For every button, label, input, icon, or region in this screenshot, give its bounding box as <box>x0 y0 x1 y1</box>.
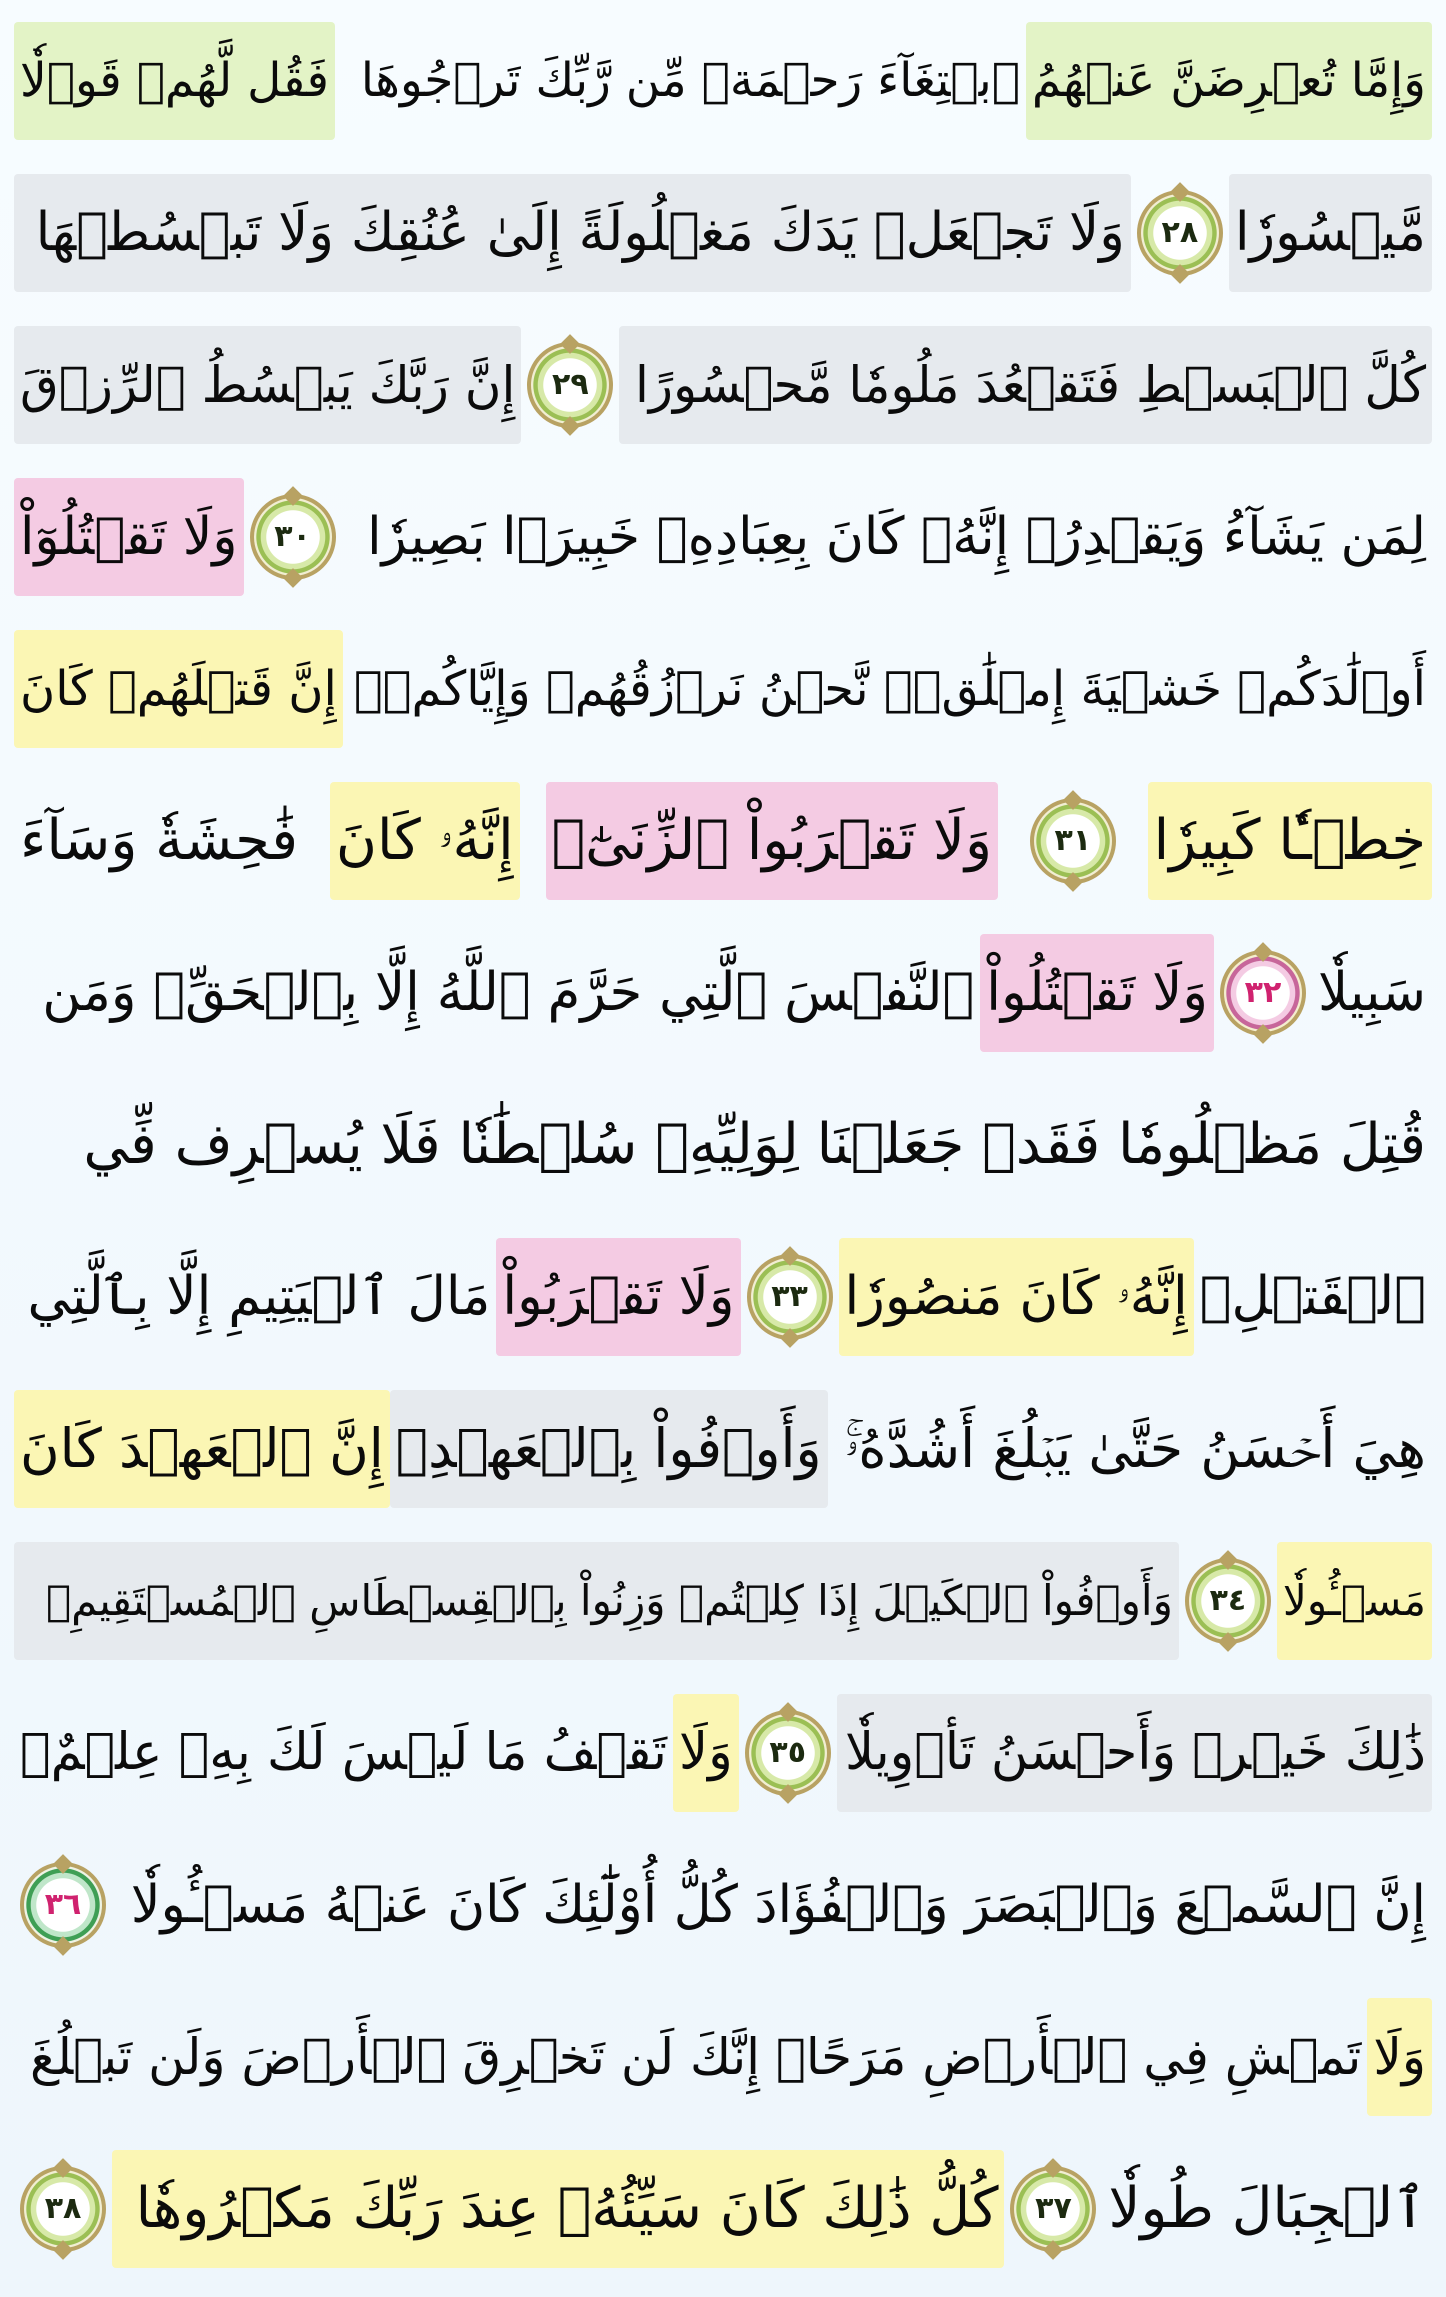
verse-line <box>14 1828 1432 1981</box>
verse-text-segment: إِنَّ رَبَّكَ يَبۡسُطُ ٱلرِّزۡقَ <box>14 326 521 444</box>
verse-text-segment: تَقۡفُ مَا لَيۡسَ لَكَ بِهِۦ عِلۡمٌۚ <box>20 1722 667 1782</box>
ayah-number: ٢٩ <box>552 367 589 402</box>
verse-text-segment: ٱلۡجِبَالَ طُولٗا <box>1108 2175 1426 2241</box>
verse-line <box>14 916 1432 1069</box>
verse-line <box>14 1220 1432 1373</box>
verse-text-segment: خِطۡـٔٗا كَبِيرٗا <box>1148 782 1432 900</box>
verse-text-segment: وَأَوۡفُواْ ٱلۡكَيۡلَ إِذَا كِلۡتُمۡ وَزِنُواْ بِٱلۡقِسۡطَاسِ ٱلۡمُسۡتَقِيمِۚ <box>14 1542 1179 1660</box>
verse-text-segment: مَسۡـُٔولٗا <box>1277 1542 1432 1660</box>
verse-text-segment: إِنَّهُۥ كَانَ مَنصُورٗا <box>839 1238 1194 1356</box>
ayah-number-marker[interactable] <box>1220 950 1306 1036</box>
verse-line <box>14 764 1432 917</box>
ayah-number-marker[interactable] <box>1185 1558 1271 1644</box>
verse-line <box>14 1676 1432 1829</box>
verse-line <box>14 460 1432 613</box>
verse-line <box>14 612 1432 765</box>
verse-text-segment: هِيَ أَحۡسَنُ حَتَّىٰ يَبۡلُغَ أَشُدَّهُۥۚ <box>844 1416 1426 1480</box>
verse-text-segment: وَلَا <box>1367 1998 1432 2116</box>
verse-text-segment: ٱلۡقَتۡلِۖ <box>1199 1265 1426 1327</box>
ayah-number: ٣٤ <box>1209 1583 1247 1618</box>
ayah-number-marker[interactable] <box>1030 798 1116 884</box>
ayah-number: ٣٧ <box>1035 2191 1072 2226</box>
verse-text-segment: إِنَّ قَتۡلَهُمۡ كَانَ <box>14 630 343 748</box>
ayah-number-marker[interactable] <box>20 2166 106 2252</box>
verse-text-segment: وَلَا تَجۡعَلۡ يَدَكَ مَغۡلُولَةً إِلَىٰ عُنُقِكَ وَلَا تَبۡسُطۡهَا <box>14 174 1131 292</box>
ayah-number: ٣٣ <box>771 1279 808 1314</box>
verse-text-segment: كُلَّ ٱلۡبَسۡطِ فَتَقۡعُدَ مَلُومٗا مَّحۡسُورًا <box>619 326 1432 444</box>
verse-text-segment: إِنَّهُۥ كَانَ <box>330 782 520 900</box>
ayah-number-marker[interactable] <box>1010 2166 1096 2252</box>
verse-text-segment: ذَٰلِكَ خَيۡرٞ وَأَحۡسَنُ تَأۡوِيلٗا <box>837 1694 1432 1812</box>
verse-text-segment: مَالَ ٱلۡيَتِيمِ إِلَّا بِٱلَّتِي <box>27 1265 491 1327</box>
verse-text-segment: فَٰحِشَةٗ وَسَآءَ <box>20 807 299 873</box>
verse-text-segment: إِنَّ ٱلۡعَهۡدَ كَانَ <box>14 1390 390 1508</box>
verse-text-segment: ٱبۡتِغَآءَ رَحۡمَةٖ مِّن رَّبِّكَ تَرۡجُوهَا <box>360 52 1020 108</box>
ayah-number: ٣٢ <box>1244 975 1282 1010</box>
verse-line <box>14 308 1432 461</box>
ayah-number: ٣٥ <box>769 1735 807 1770</box>
verse-text-segment: مَّيۡسُورٗا <box>1229 174 1432 292</box>
verse-line <box>14 4 1432 157</box>
verse-text-segment: قُتِلَ مَظۡلُومٗا فَقَدۡ جَعَلۡنَا لِوَلِيِّهِۦ سُلۡطَٰنٗا فَلَا يُسۡرِف فِّي <box>83 1111 1426 1177</box>
verse-text-segment: تَمۡشِ فِي ٱلۡأَرۡضِ مَرَحًاۖ إِنَّكَ لَن تَخۡرِقَ ٱلۡأَرۡضَ وَلَن تَبۡلُغَ <box>30 2027 1362 2086</box>
verse-text-segment: وَلَا تَقۡتُلُواْ <box>980 934 1214 1052</box>
verse-text-segment: سَبِيلٗا <box>1317 961 1426 1023</box>
verse-text-segment: لِمَن يَشَآءُ وَيَقۡدِرُۚ إِنَّهُۥ كَانَ بِعِبَادِهِۦ خَبِيرَۢا بَصِيرٗا <box>367 506 1426 567</box>
ayah-number-marker[interactable] <box>745 1710 831 1796</box>
ayah-number-marker[interactable] <box>747 1254 833 1340</box>
verse-text-segment: وَلَا تَقۡرَبُواْ <box>496 1238 740 1356</box>
ayah-number: ٣١ <box>1054 823 1092 858</box>
verse-text-segment: وَلَا <box>673 1694 739 1812</box>
ayah-number-marker[interactable] <box>250 494 336 580</box>
verse-text-segment: إِنَّ ٱلسَّمۡعَ وَٱلۡبَصَرَ وَٱلۡفُؤَادَ كُلُّ أُوْلَٰٓئِكَ كَانَ عَنۡهُ مَسۡـُٔولٗا <box>130 1874 1426 1935</box>
verse-text-segment: وَإِمَّا تُعۡرِضَنَّ عَنۡهُمُ <box>1026 22 1432 140</box>
verse-line <box>14 1068 1432 1221</box>
verse-text-segment: وَأَوۡفُواْ بِٱلۡعَهۡدِۖ <box>390 1390 828 1508</box>
verse-line <box>14 1980 1432 2133</box>
verse-line <box>14 1524 1432 1677</box>
verse-line <box>14 156 1432 309</box>
verse-text-segment: وَلَا تَقۡرَبُواْ ٱلزِّنَىٰٓۖ <box>546 782 999 900</box>
ayah-number: ٣٠ <box>274 519 311 554</box>
verse-text-segment: ٱلنَّفۡسَ ٱلَّتِي حَرَّمَ ٱللَّهُ إِلَّا بِٱلۡحَقِّۗ وَمَن <box>42 961 975 1023</box>
ayah-number-marker[interactable] <box>1137 190 1223 276</box>
ayah-number: ٣٦ <box>44 1887 82 1922</box>
verse-text-segment: أَوۡلَٰدَكُمۡ خَشۡيَةَ إِمۡلَٰقٖۖ نَّحۡنُ نَرۡزُقُهُمۡ وَإِيَّاكُمۡۚ <box>353 660 1426 717</box>
verse-text-segment: كُلُّ ذَٰلِكَ كَانَ سَيِّئُهُۥ عِندَ رَبِّكَ مَكۡرُوهٗا <box>112 2150 1004 2268</box>
ayah-number: ٣٨ <box>44 2191 82 2226</box>
ayah-number-marker[interactable] <box>527 342 613 428</box>
ayah-number: ٢٨ <box>1161 215 1199 250</box>
ayah-number-marker[interactable] <box>20 1862 106 1948</box>
verse-line <box>14 1372 1432 1525</box>
verse-text-segment: فَقُل لَّهُمۡ قَوۡلٗا <box>14 22 335 140</box>
verse-text-segment: وَلَا تَقۡتُلُوٓاْ <box>14 478 244 596</box>
verse-line <box>14 2132 1432 2285</box>
